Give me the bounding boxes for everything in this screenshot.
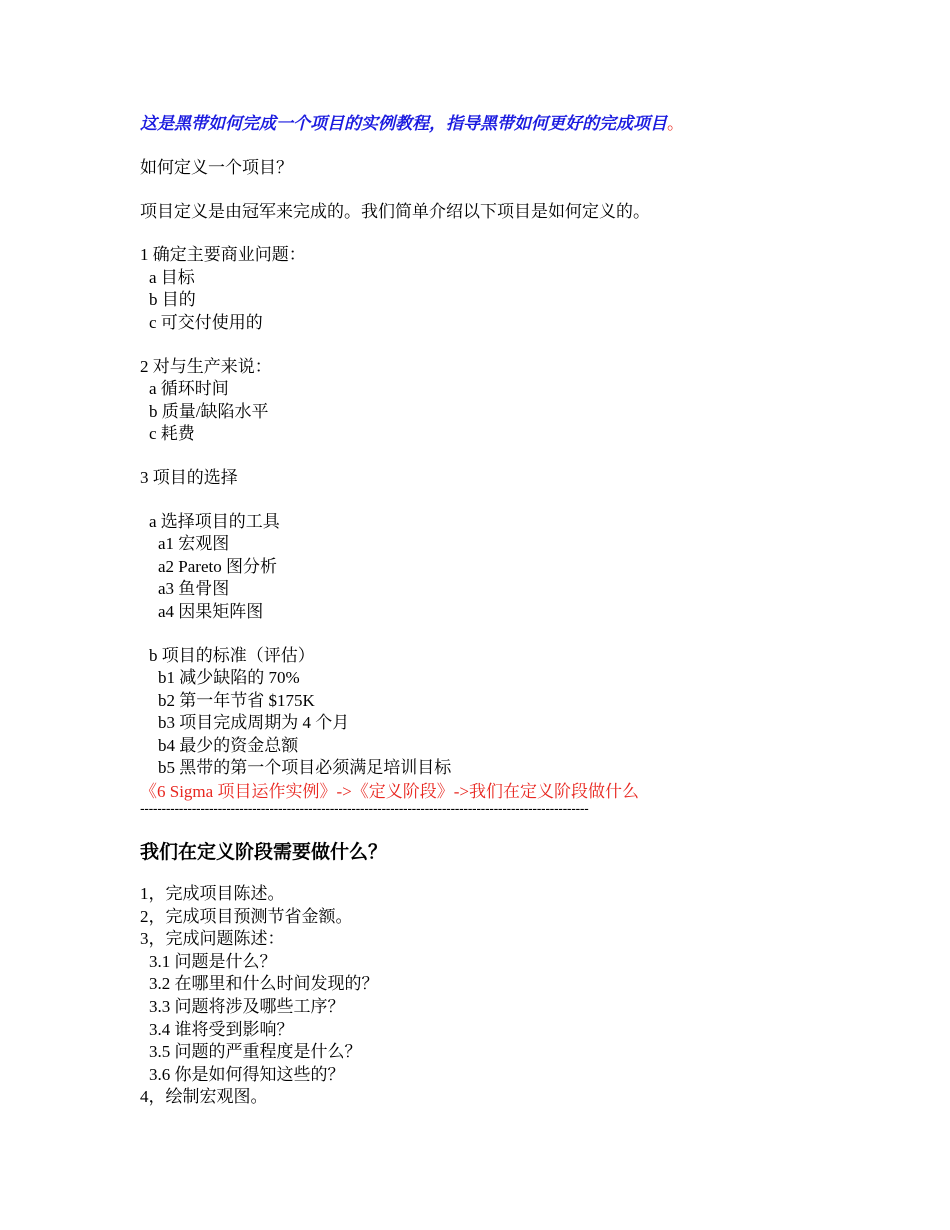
- intro-text: 这是黑带如何完成一个项目的实例教程，指导黑带如何更好的完成项目: [140, 114, 667, 133]
- list-item: a1 宏观图: [158, 534, 230, 554]
- substep-item: 3.2 在哪里和什么时间发现的？: [149, 974, 379, 994]
- step-item: 1，完成项目陈述。: [140, 884, 285, 904]
- section-production: [140, 356, 840, 446]
- list-item: a3 鱼骨图: [158, 579, 230, 599]
- list-item: b 质量/缺陷水平: [149, 401, 269, 421]
- section-project-selection: [140, 467, 840, 780]
- list-item: b2 第一年节省 $175K: [158, 690, 315, 710]
- divider-line: --------------------------------------------------------------------------------------------------------: [140, 803, 589, 817]
- intro-statement: [140, 112, 840, 136]
- section-business-issues: [140, 244, 840, 334]
- document-page: [140, 112, 840, 1109]
- section-title: 1 确定主要商业问题：: [140, 245, 306, 265]
- section-title: 3 项目的选择: [140, 467, 238, 487]
- step-item: 3，完成问题陈述：: [140, 929, 285, 949]
- list-item: a2 Pareto 图分析: [158, 556, 277, 576]
- question-line: 如何定义一个项目？: [140, 158, 293, 177]
- list-item: b3 项目完成周期为 4 个月: [158, 713, 350, 733]
- substep-item: 3.5 问题的严重程度是什么？: [149, 1042, 362, 1062]
- definition-line: 项目定义是由冠军来完成的。我们简单介绍以下项目是如何定义的。: [140, 201, 650, 221]
- list-item: a 目标: [149, 267, 195, 287]
- list-item: c 可交付使用的: [149, 312, 263, 332]
- list-item: b1 减少缺陷的 70%: [158, 668, 300, 688]
- section-title: 2 对与生产来说：: [140, 356, 272, 376]
- list-item: a 循环时间: [149, 379, 229, 399]
- step-item: 2，完成项目预测节省金额。: [140, 906, 353, 926]
- list-item: c 耗费: [149, 424, 195, 444]
- subsection-title: a 选择项目的工具: [149, 511, 280, 531]
- substep-item: 3.6 你是如何得知这些的？: [149, 1064, 345, 1084]
- list-item: b4 最少的资金总额: [158, 735, 299, 755]
- define-phase-heading: 我们在定义阶段需要做什么？: [140, 841, 388, 864]
- substep-item: 3.3 问题将涉及哪些工序？: [149, 997, 345, 1017]
- list-item: b5 黑带的第一个项目必须满足培训目标: [158, 758, 452, 778]
- breadcrumb: 《6 Sigma 项目运作实例》->《定义阶段》->我们在定义阶段做什么: [140, 782, 639, 802]
- list-item: a4 因果矩阵图: [158, 601, 264, 621]
- substep-item: 3.1 问题是什么？: [149, 951, 277, 971]
- list-item: b 目的: [149, 290, 196, 310]
- intro-end-mark: 。: [667, 114, 684, 133]
- subsection-title: b 项目的标准（评估）: [149, 645, 315, 665]
- substep-item: 3.4 谁将受到影响？: [149, 1019, 294, 1039]
- define-phase-steps: [140, 883, 840, 1109]
- step-item: 4，绘制宏观图。: [140, 1087, 268, 1107]
